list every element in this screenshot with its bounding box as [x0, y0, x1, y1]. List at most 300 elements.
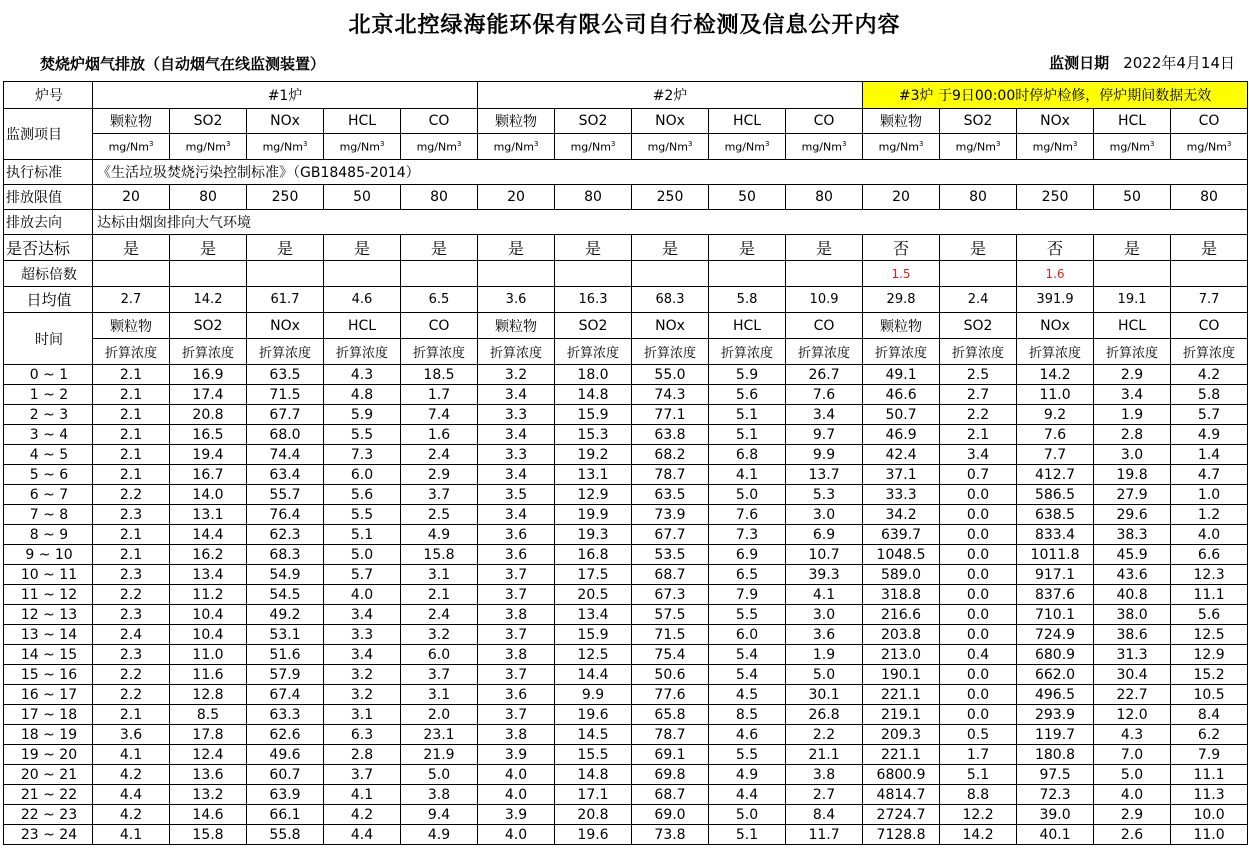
- hour-value: 2.4: [401, 445, 478, 465]
- hour-value: 6.8: [709, 445, 786, 465]
- hour-value: 4.3: [324, 365, 401, 385]
- hour-label: 19 ~ 20: [4, 745, 93, 765]
- hour-value: 19.8: [1094, 465, 1171, 485]
- hour-value: 2.0: [401, 705, 478, 725]
- hour-value: 2.3: [93, 645, 170, 665]
- hour-value: 63.5: [247, 365, 324, 385]
- conc-label: 折算浓度: [1171, 339, 1248, 365]
- hour-value: 14.2: [1017, 365, 1094, 385]
- hour-value: 2.1: [401, 585, 478, 605]
- hour-value: 1.6: [401, 425, 478, 445]
- hour-value: 3.8: [478, 725, 555, 745]
- hour-value: 2.7: [940, 385, 1017, 405]
- hour-value: 30.4: [1094, 665, 1171, 685]
- hour-value: 3.8: [401, 785, 478, 805]
- hour-value: 10.4: [170, 625, 247, 645]
- hour-value: 1.0: [1171, 485, 1248, 505]
- item-header: NOx: [247, 109, 324, 134]
- item-header: HCL: [1094, 109, 1171, 134]
- hour-value: 13.1: [555, 465, 632, 485]
- hour-value: 0.0: [940, 485, 1017, 505]
- hour-value: 45.9: [1094, 545, 1171, 565]
- hour-value: 77.1: [632, 405, 709, 425]
- table-row: [4, 485, 1248, 505]
- hour-value: 5.6: [709, 385, 786, 405]
- hour-value: 4.1: [93, 825, 170, 845]
- hour-value: 2.1: [93, 385, 170, 405]
- hour-value: 69.0: [632, 805, 709, 825]
- compliance-row: [4, 235, 1248, 261]
- compliance-value: 是: [786, 235, 863, 261]
- hour-value: 62.6: [247, 725, 324, 745]
- hour-value: 15.8: [170, 825, 247, 845]
- hour-value: 2.3: [93, 505, 170, 525]
- limit-value: 80: [401, 185, 478, 210]
- table-row: [4, 745, 1248, 765]
- exceed-value: [632, 261, 709, 287]
- hour-value: 14.6: [170, 805, 247, 825]
- hour-value: 2.4: [401, 605, 478, 625]
- conc-label: 折算浓度: [170, 339, 247, 365]
- hour-value: 5.3: [786, 485, 863, 505]
- exceed-value: 1.5: [863, 261, 940, 287]
- item-header: HCL: [324, 109, 401, 134]
- hour-label: 7 ~ 8: [4, 505, 93, 525]
- hour-value: 412.7: [1017, 465, 1094, 485]
- hour-value: 4.9: [709, 765, 786, 785]
- hour-value: 97.5: [1017, 765, 1094, 785]
- hour-value: 3.9: [478, 805, 555, 825]
- table-row: [4, 545, 1248, 565]
- hour-value: 1.7: [401, 385, 478, 405]
- hour-value: 1011.8: [1017, 545, 1094, 565]
- furnace-row: [4, 82, 1248, 109]
- hour-value: 2.1: [93, 525, 170, 545]
- hour-value: 4.1: [786, 585, 863, 605]
- hour-label: 20 ~ 21: [4, 765, 93, 785]
- hour-value: 318.8: [863, 585, 940, 605]
- hour-value: 7.0: [1094, 745, 1171, 765]
- limit-value: 80: [170, 185, 247, 210]
- hour-value: 7.6: [786, 385, 863, 405]
- hour-value: 8.5: [709, 705, 786, 725]
- hour-value: 15.9: [555, 405, 632, 425]
- exceed-value: [401, 261, 478, 287]
- hour-value: 4.4: [93, 785, 170, 805]
- table-row: [4, 665, 1248, 685]
- hour-value: 34.2: [863, 505, 940, 525]
- limit-label: 排放限值: [4, 185, 93, 210]
- hour-value: 16.7: [170, 465, 247, 485]
- hour-value: 12.0: [1094, 705, 1171, 725]
- hour-value: 3.9: [478, 745, 555, 765]
- hour-value: 14.4: [170, 525, 247, 545]
- unit-superscript: 3: [225, 139, 231, 148]
- hour-value: 3.6: [478, 545, 555, 565]
- hour-value: 49.6: [247, 745, 324, 765]
- hour-value: 2.2: [93, 585, 170, 605]
- hour-label: 9 ~ 10: [4, 545, 93, 565]
- exceed-value: 1.6: [1017, 261, 1094, 287]
- compliance-value: 是: [324, 235, 401, 261]
- hour-label: 2 ~ 3: [4, 405, 93, 425]
- unit-cell: [324, 134, 401, 160]
- unit-cell: [1094, 134, 1171, 160]
- unit-text: mg/Nm: [493, 140, 534, 154]
- compliance-value: 否: [1017, 235, 1094, 261]
- hour-value: 4814.7: [863, 785, 940, 805]
- hour-value: 0.5: [940, 725, 1017, 745]
- hour-value: 3.6: [93, 725, 170, 745]
- unit-text: mg/Nm: [878, 140, 919, 154]
- hour-value: 6.2: [1171, 725, 1248, 745]
- hour-value: 3.7: [478, 705, 555, 725]
- hour-value: 13.2: [170, 785, 247, 805]
- hour-value: 9.9: [555, 685, 632, 705]
- hour-value: 3.1: [401, 685, 478, 705]
- hour-value: 13.4: [555, 605, 632, 625]
- hour-value: 39.3: [786, 565, 863, 585]
- hour-label: 4 ~ 5: [4, 445, 93, 465]
- hour-label: 16 ~ 17: [4, 685, 93, 705]
- hour-value: 180.8: [1017, 745, 1094, 765]
- hour-value: 22.7: [1094, 685, 1171, 705]
- hour-value: 12.2: [940, 805, 1017, 825]
- hour-value: 2.1: [93, 705, 170, 725]
- conc-label: 折算浓度: [555, 339, 632, 365]
- hour-value: 55.0: [632, 365, 709, 385]
- item-row: [4, 109, 1248, 134]
- hour-value: 11.7: [786, 825, 863, 845]
- hour-value: 4.2: [93, 765, 170, 785]
- hour-value: 15.2: [1171, 665, 1248, 685]
- hour-value: 68.7: [632, 785, 709, 805]
- exceed-value: [93, 261, 170, 287]
- limit-value: 50: [324, 185, 401, 210]
- daily-avg-value: 10.9: [786, 287, 863, 313]
- hour-value: 4.7: [1171, 465, 1248, 485]
- hour-value: 6.9: [709, 545, 786, 565]
- hour-value: 3.1: [324, 705, 401, 725]
- hour-value: 38.3: [1094, 525, 1171, 545]
- table-row: [4, 425, 1248, 445]
- hour-value: 9.4: [401, 805, 478, 825]
- hour-value: 50.7: [863, 405, 940, 425]
- conc-label: 折算浓度: [93, 339, 170, 365]
- hour-label: 21 ~ 22: [4, 785, 93, 805]
- table-row: [4, 405, 1248, 425]
- hour-value: 16.5: [170, 425, 247, 445]
- hour-value: 10.5: [1171, 685, 1248, 705]
- hour-value: 2.4: [93, 625, 170, 645]
- time-item-header: CO: [401, 313, 478, 339]
- hour-value: 2.9: [1094, 805, 1171, 825]
- time-item-header: HCL: [709, 313, 786, 339]
- hour-value: 30.1: [786, 685, 863, 705]
- compliance-value: 是: [401, 235, 478, 261]
- item-header: 颗粒物: [478, 109, 555, 134]
- hour-value: 3.7: [478, 585, 555, 605]
- hour-value: 3.4: [478, 385, 555, 405]
- table-row: [4, 525, 1248, 545]
- hour-value: 5.1: [709, 405, 786, 425]
- table-row: [4, 785, 1248, 805]
- hour-value: 8.5: [170, 705, 247, 725]
- table-row: [4, 825, 1248, 845]
- hour-value: 20.5: [555, 585, 632, 605]
- conc-label: 折算浓度: [940, 339, 1017, 365]
- hour-value: 17.8: [170, 725, 247, 745]
- daily-avg-value: 2.4: [940, 287, 1017, 313]
- hour-value: 12.3: [1171, 565, 1248, 585]
- hour-value: 2.1: [93, 365, 170, 385]
- table-row: [4, 805, 1248, 825]
- hour-label: 11 ~ 12: [4, 585, 93, 605]
- hour-value: 2.3: [93, 605, 170, 625]
- unit-superscript: 3: [841, 139, 847, 148]
- hour-value: 2.9: [1094, 365, 1171, 385]
- hour-value: 13.4: [170, 565, 247, 585]
- conc-label: 折算浓度: [1094, 339, 1171, 365]
- hour-value: 1.4: [1171, 445, 1248, 465]
- hour-value: 7.4: [401, 405, 478, 425]
- conc-label: 折算浓度: [247, 339, 324, 365]
- unit-superscript: 3: [764, 139, 770, 148]
- hour-value: 496.5: [1017, 685, 1094, 705]
- conc-label: 折算浓度: [632, 339, 709, 365]
- hour-value: 49.1: [863, 365, 940, 385]
- table-row: [4, 445, 1248, 465]
- hour-value: 3.2: [324, 665, 401, 685]
- hour-value: 67.7: [247, 405, 324, 425]
- hour-value: 4.2: [1171, 365, 1248, 385]
- hour-value: 4.4: [324, 825, 401, 845]
- unit-superscript: 3: [918, 139, 924, 148]
- limit-value: 80: [555, 185, 632, 210]
- hour-value: 11.0: [170, 645, 247, 665]
- hour-value: 57.5: [632, 605, 709, 625]
- hour-value: 3.7: [324, 765, 401, 785]
- exceed-value: [1094, 261, 1171, 287]
- hour-value: 19.2: [555, 445, 632, 465]
- item-header: CO: [1171, 109, 1248, 134]
- time-item-header: HCL: [324, 313, 401, 339]
- hour-value: 3.3: [478, 445, 555, 465]
- hour-value: 10.4: [170, 605, 247, 625]
- hour-value: 74.4: [247, 445, 324, 465]
- hour-value: 3.4: [324, 605, 401, 625]
- hour-value: 12.4: [170, 745, 247, 765]
- hour-value: 1.7: [940, 745, 1017, 765]
- hour-value: 17.4: [170, 385, 247, 405]
- limit-value: 50: [1094, 185, 1171, 210]
- hour-value: 76.4: [247, 505, 324, 525]
- hour-value: 5.7: [324, 565, 401, 585]
- hour-value: 10.0: [1171, 805, 1248, 825]
- hour-value: 68.0: [247, 425, 324, 445]
- hour-value: 8.4: [1171, 705, 1248, 725]
- hour-value: 7128.8: [863, 825, 940, 845]
- hour-value: 0.0: [940, 565, 1017, 585]
- hour-value: 0.0: [940, 685, 1017, 705]
- hour-value: 2.2: [93, 685, 170, 705]
- hour-value: 11.2: [170, 585, 247, 605]
- hour-value: 6.3: [324, 725, 401, 745]
- time-label: 时间: [4, 313, 93, 365]
- hour-value: 20.8: [555, 805, 632, 825]
- unit-text: mg/Nm: [1109, 140, 1150, 154]
- unit-text: mg/Nm: [108, 140, 149, 154]
- unit-superscript: 3: [533, 139, 539, 148]
- item-header: SO2: [940, 109, 1017, 134]
- limit-value: 50: [709, 185, 786, 210]
- hour-value: 13.7: [786, 465, 863, 485]
- unit-text: mg/Nm: [570, 140, 611, 154]
- hour-value: 638.5: [1017, 505, 1094, 525]
- hour-value: 293.9: [1017, 705, 1094, 725]
- hour-value: 3.8: [478, 645, 555, 665]
- exceed-value: [940, 261, 1017, 287]
- hour-value: 2.9: [401, 465, 478, 485]
- hour-value: 4.0: [1094, 785, 1171, 805]
- compliance-value: 是: [632, 235, 709, 261]
- hour-value: 67.3: [632, 585, 709, 605]
- unit-cell: [1017, 134, 1094, 160]
- hour-value: 54.5: [247, 585, 324, 605]
- hour-value: 0.7: [940, 465, 1017, 485]
- hour-value: 77.6: [632, 685, 709, 705]
- hour-value: 69.8: [632, 765, 709, 785]
- hour-value: 14.2: [940, 825, 1017, 845]
- compliance-value: 是: [709, 235, 786, 261]
- hour-value: 31.3: [1094, 645, 1171, 665]
- time-item-header: CO: [786, 313, 863, 339]
- destination-row: [4, 210, 1248, 235]
- hour-value: 11.0: [1171, 825, 1248, 845]
- hour-value: 4.0: [478, 765, 555, 785]
- exceed-value: [709, 261, 786, 287]
- hour-value: 71.5: [247, 385, 324, 405]
- compliance-value: 否: [863, 235, 940, 261]
- time-item-header: 颗粒物: [93, 313, 170, 339]
- unit-cell: [1171, 134, 1248, 160]
- hour-value: 4.9: [1171, 425, 1248, 445]
- hour-value: 42.4: [863, 445, 940, 465]
- hour-value: 221.1: [863, 745, 940, 765]
- hour-value: 71.5: [632, 625, 709, 645]
- hour-value: 5.1: [940, 765, 1017, 785]
- hour-value: 4.1: [93, 745, 170, 765]
- hour-value: 7.3: [324, 445, 401, 465]
- table-row: [4, 625, 1248, 645]
- exceed-value: [1171, 261, 1248, 287]
- hour-value: 51.6: [247, 645, 324, 665]
- daily-avg-value: 3.6: [478, 287, 555, 313]
- hour-value: 73.9: [632, 505, 709, 525]
- unit-cell: [93, 134, 170, 160]
- hour-value: 0.0: [940, 665, 1017, 685]
- time-item-header: NOx: [247, 313, 324, 339]
- conc-label: 折算浓度: [401, 339, 478, 365]
- hour-value: 12.9: [1171, 645, 1248, 665]
- hour-value: 5.5: [709, 605, 786, 625]
- limit-value: 80: [940, 185, 1017, 210]
- hour-value: 680.9: [1017, 645, 1094, 665]
- hour-value: 66.1: [247, 805, 324, 825]
- hour-value: 5.0: [324, 545, 401, 565]
- table-row: [4, 505, 1248, 525]
- destination-text: 达标由烟囱排向大气环境: [93, 210, 1248, 235]
- hour-label: 17 ~ 18: [4, 705, 93, 725]
- hour-value: 1.9: [1094, 405, 1171, 425]
- hour-value: 1.2: [1171, 505, 1248, 525]
- daily-avg-label: 日均值: [4, 287, 93, 313]
- compliance-value: 是: [1094, 235, 1171, 261]
- hour-value: 4.6: [709, 725, 786, 745]
- hour-value: 5.0: [786, 665, 863, 685]
- unit-cell: [478, 134, 555, 160]
- hour-value: 3.4: [1094, 385, 1171, 405]
- hour-value: 63.9: [247, 785, 324, 805]
- hour-label: 13 ~ 14: [4, 625, 93, 645]
- hour-value: 3.7: [478, 565, 555, 585]
- exceed-value: [324, 261, 401, 287]
- unit-row: [4, 134, 1248, 160]
- hour-value: 67.7: [632, 525, 709, 545]
- hour-value: 18.0: [555, 365, 632, 385]
- hour-value: 2.1: [93, 445, 170, 465]
- unit-cell: [709, 134, 786, 160]
- hour-value: 3.8: [786, 765, 863, 785]
- hour-value: 23.1: [401, 725, 478, 745]
- hour-value: 3.1: [401, 565, 478, 585]
- time-item-header: NOx: [632, 313, 709, 339]
- unit-text: mg/Nm: [801, 140, 842, 154]
- hour-value: 0.0: [940, 705, 1017, 725]
- hour-value: 0.0: [940, 585, 1017, 605]
- hour-value: 67.4: [247, 685, 324, 705]
- item-header: CO: [786, 109, 863, 134]
- hour-value: 14.8: [555, 385, 632, 405]
- unit-cell: [863, 134, 940, 160]
- standard-text: 《生活垃圾焚烧污染控制标准》（GB18485-2014）: [93, 160, 1248, 185]
- table-row: [4, 765, 1248, 785]
- hour-value: 19.6: [555, 825, 632, 845]
- item-header: 颗粒物: [93, 109, 170, 134]
- hour-value: 72.3: [1017, 785, 1094, 805]
- hour-value: 17.1: [555, 785, 632, 805]
- unit-cell: [940, 134, 1017, 160]
- hour-value: 7.9: [709, 585, 786, 605]
- hour-value: 7.6: [1017, 425, 1094, 445]
- hour-value: 2.8: [324, 745, 401, 765]
- hour-value: 6.0: [401, 645, 478, 665]
- furnace-2-header: #2炉: [478, 82, 863, 109]
- time-item-header: SO2: [555, 313, 632, 339]
- hour-value: 14.0: [170, 485, 247, 505]
- hour-value: 6.6: [1171, 545, 1248, 565]
- unit-cell: [632, 134, 709, 160]
- daily-avg-value: 7.7: [1171, 287, 1248, 313]
- hour-value: 12.5: [555, 645, 632, 665]
- hour-value: 6800.9: [863, 765, 940, 785]
- hour-value: 53.1: [247, 625, 324, 645]
- daily-avg-value: 6.5: [401, 287, 478, 313]
- hour-value: 2.1: [93, 405, 170, 425]
- unit-text: mg/Nm: [416, 140, 457, 154]
- hour-value: 3.7: [401, 665, 478, 685]
- hour-value: 19.6: [555, 705, 632, 725]
